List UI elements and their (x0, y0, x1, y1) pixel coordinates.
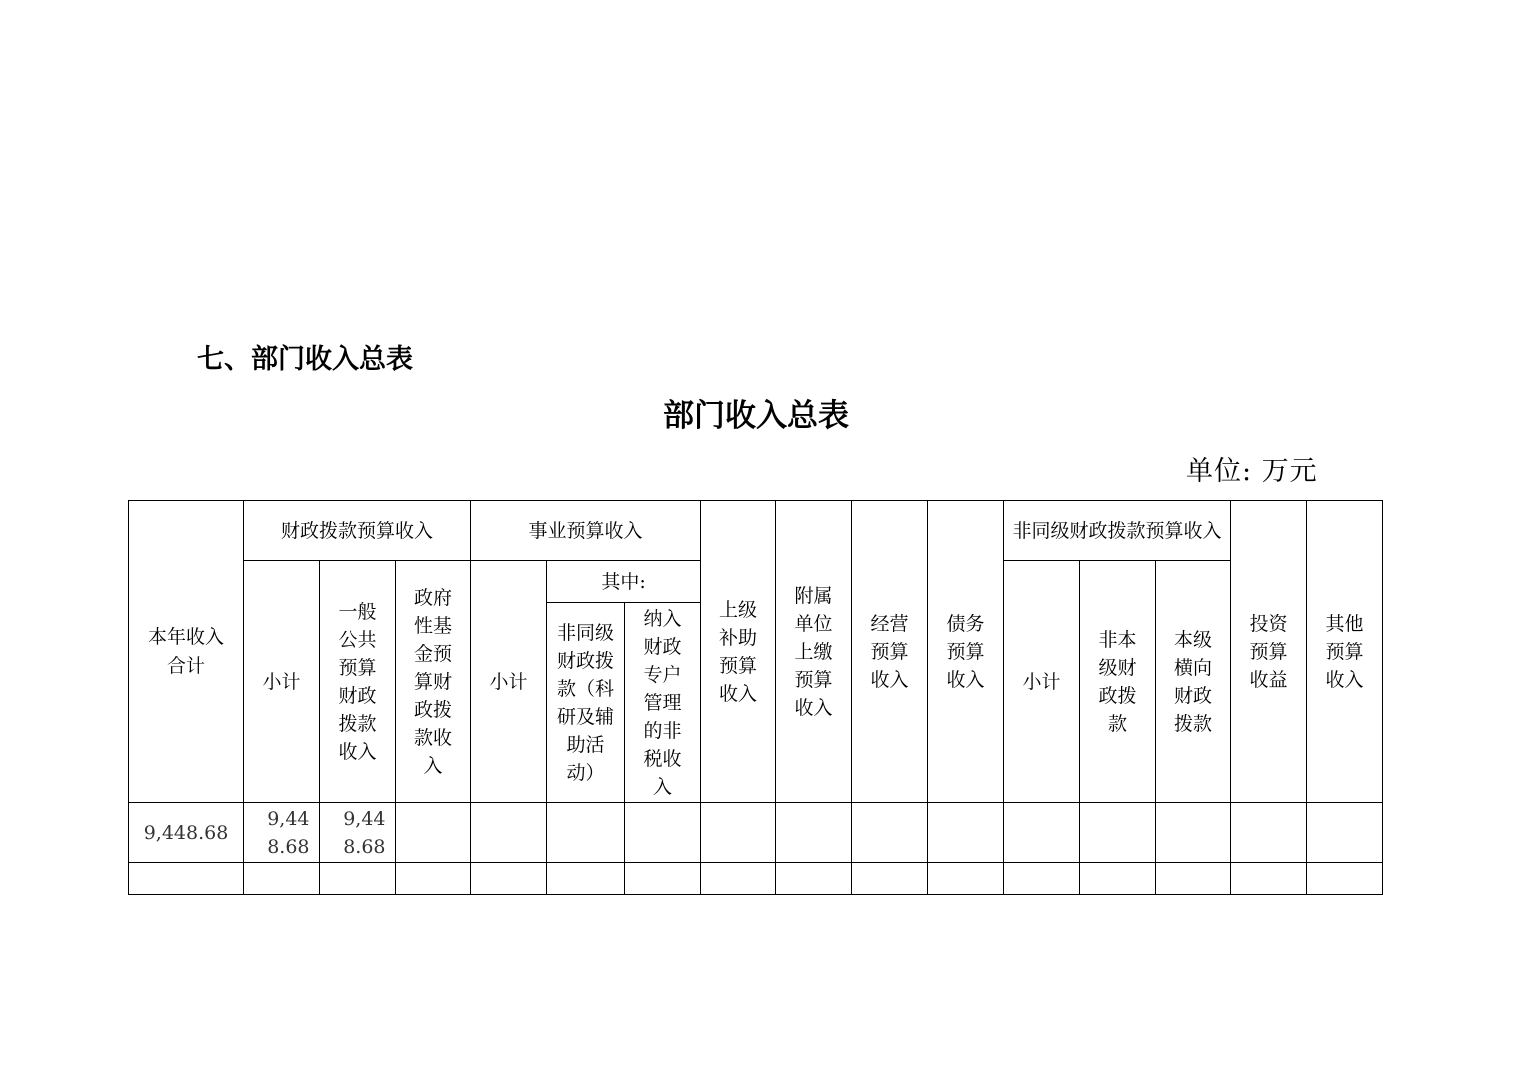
cell-other (1307, 863, 1383, 895)
cell-career-subtotal (471, 803, 547, 863)
cell-investment (1231, 863, 1307, 895)
cell-non-same-subtotal (1004, 803, 1080, 863)
cell-fiscal-gov-fund (396, 803, 471, 863)
table-row (129, 803, 1383, 863)
header-fiscal-general: 一般公共预算财政拨款收入 (320, 561, 396, 803)
section-heading: 七、部门收入总表 (197, 344, 413, 375)
header-other: 其他预算收入 (1307, 501, 1383, 803)
header-career-group: 事业预算收入 (471, 501, 701, 561)
header-affiliated-remit: 附属单位上缴预算收入 (776, 501, 852, 803)
cell-superior-subsidy (701, 863, 776, 895)
cell-fiscal-general (320, 863, 396, 895)
cell-career-nontax (625, 863, 701, 895)
header-non-same-subtotal: 小计 (1004, 561, 1080, 803)
cell-operating (852, 863, 928, 895)
cell-fiscal-gov-fund (396, 863, 471, 895)
table-title: 部门收入总表 (663, 398, 849, 434)
cell-fiscal-general: 9,448.68 (320, 803, 396, 863)
header-career-subtotal: 小计 (471, 561, 547, 803)
header-non-same-nonlocal: 非本级财政拨款 (1080, 561, 1156, 803)
cell-operating (852, 803, 928, 863)
unit-label: 单位: 万元 (1186, 456, 1318, 487)
cell-superior-subsidy (701, 803, 776, 863)
cell-non-same-subtotal (1004, 863, 1080, 895)
header-career-of-which: 其中: (547, 561, 701, 603)
header-superior-subsidy: 上级补助预算收入 (701, 501, 776, 803)
cell-non-same-horizontal (1156, 803, 1231, 863)
header-fiscal-subtotal: 小计 (244, 561, 320, 803)
cell-non-same-nonlocal (1080, 803, 1156, 863)
cell-career-nontax (625, 803, 701, 863)
cell-fiscal-subtotal: 9,448.68 (244, 803, 320, 863)
header-debt: 债务预算收入 (928, 501, 1004, 803)
header-fiscal-group: 财政拨款预算收入 (244, 501, 471, 561)
cell-investment (1231, 803, 1307, 863)
header-operating: 经营预算收入 (852, 501, 928, 803)
header-investment: 投资预算收益 (1231, 501, 1307, 803)
cell-fiscal-subtotal (244, 863, 320, 895)
table-row (129, 863, 1383, 895)
cell-career-subtotal (471, 863, 547, 895)
cell-career-non-same-level (547, 863, 625, 895)
cell-non-same-nonlocal (1080, 863, 1156, 895)
header-career-non-same-level: 非同级财政拨款（科研及辅助活动） (547, 603, 625, 803)
cell-affiliated-remit (776, 803, 852, 863)
cell-other (1307, 803, 1383, 863)
header-non-same-group: 非同级财政拨款预算收入 (1004, 501, 1231, 561)
header-career-nontax: 纳入财政专户管理的非税收入 (625, 603, 701, 803)
cell-career-non-same-level (547, 803, 625, 863)
cell-non-same-horizontal (1156, 863, 1231, 895)
header-total: 本年收入合计 (129, 501, 244, 803)
department-income-table (128, 500, 1383, 895)
cell-debt (928, 803, 1004, 863)
cell-total (129, 863, 244, 895)
header-fiscal-gov-fund: 政府性基金预算财政拨款收入 (396, 561, 471, 803)
header-non-same-horizontal: 本级横向财政拨款 (1156, 561, 1231, 803)
cell-debt (928, 863, 1004, 895)
cell-affiliated-remit (776, 863, 852, 895)
cell-total: 9,448.68 (129, 803, 244, 863)
